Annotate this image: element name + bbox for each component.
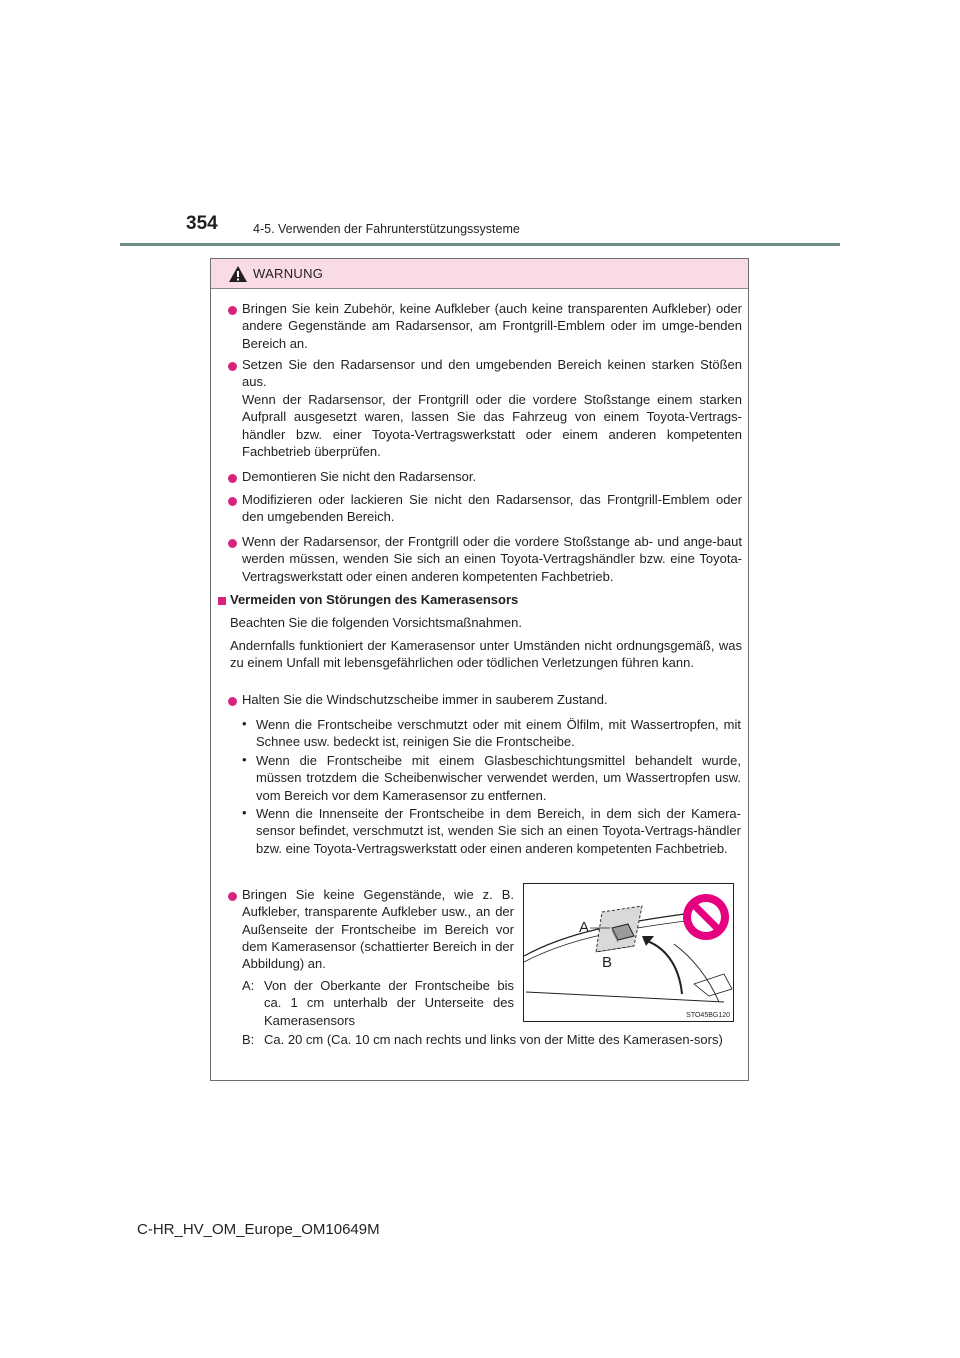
subsection-consequence: Andernfalls funktioniert der Kamerasensor unter Umständen nicht ordnungsgemäß, was zu einem Unfall mit lebensgefährlichen oder tödlichen Verletzungen führen kann. bbox=[230, 638, 742, 671]
bullet-icon bbox=[228, 474, 237, 483]
section-title: 4-5. Verwenden der Fahrunterstützungssysteme bbox=[253, 222, 520, 236]
bullet-icon bbox=[228, 697, 237, 706]
page-number: 354 bbox=[186, 213, 218, 234]
windshield-drawing bbox=[524, 884, 733, 1021]
item-a-text: Von der Oberkante der Frontscheibe bis ca. 1 cm unterhalb der Unterseite des Kamerasensors bbox=[264, 978, 514, 1028]
subsection-title: Vermeiden von Störungen des Kamerasensors bbox=[230, 592, 519, 607]
item-a-label: A: bbox=[242, 978, 255, 993]
warning-bullet: Modifizieren oder lackieren Sie nicht den Radarsensor, das Frontgrill-Emblem oder den umgebenden Bereich. bbox=[242, 492, 742, 525]
section-square-icon bbox=[218, 597, 226, 605]
bullet-icon bbox=[228, 306, 237, 315]
figure-label-a: A bbox=[579, 919, 590, 936]
dash-item: Wenn die Frontscheibe mit einem Glasbeschichtungsmittel behandelt wurde, müssen trotzdem die Scheibenwischer verwendet werden, um Wassertropfen usw. vom Bereich vor dem Kamerasensor zu entfernen. bbox=[256, 753, 741, 803]
warning-bullet: Setzen Sie den Radarsensor und den umgebenden Bereich keinen starken Stößen aus. bbox=[242, 357, 742, 390]
figure-code: STO45BG120 bbox=[686, 1012, 730, 1019]
bullet-no-stickers: Bringen Sie keine Gegenstände, wie z. B. Aufkleber, transparente Aufkleber usw., an der Außenseite der Frontscheibe im Bereich vor dem Kamerasensor (schattierter Bereich in der Abbildung) an. bbox=[242, 887, 514, 972]
warning-bullet: Bringen Sie kein Zubehör, keine Aufkleber (auch keine transparenten Aufkleber) oder andere Gegenstände am Radarsensor, am Frontgrill-Emblem oder im umge-benden Bereich an. bbox=[242, 301, 742, 351]
warning-bullet: Demontieren Sie nicht den Radarsensor. bbox=[242, 469, 477, 484]
subsection-intro: Beachten Sie die folgenden Vorsichtsmaßnahmen. bbox=[230, 615, 522, 630]
bullet-icon bbox=[228, 539, 237, 548]
warning-header bbox=[211, 259, 748, 289]
windshield-illustration bbox=[523, 883, 734, 1022]
dash-marker: • bbox=[242, 716, 247, 731]
figure-label-b: B bbox=[602, 954, 613, 971]
warning-bullet: Wenn der Radarsensor, der Frontgrill oder die vordere Stoßstange ab- und ange-baut werden müssen, wenden Sie sich an einen Toyota-Vertragshändler bzw. eine Toyota-Vertragswerkstatt oder einen anderen kompetenten Fachbetrieb. bbox=[242, 534, 742, 584]
dash-item: Wenn die Innenseite der Frontscheibe in dem Bereich, in dem sich der Kamera-sensor befindet, verschmutzt ist, wenden Sie sich an einen Toyota-Vertrags-händler bzw. eine Toyota-Vertragswerkstatt oder einen anderen kompetenten Fachbetrieb. bbox=[256, 806, 741, 856]
item-b-text: Ca. 20 cm (Ca. 10 cm nach rechts und links von der Mitte des Kamerasen-sors) bbox=[264, 1032, 723, 1047]
footer-doc-id: C-HR_HV_OM_Europe_OM10649M bbox=[137, 1221, 380, 1238]
header-rule bbox=[120, 243, 840, 246]
warning-triangle-icon bbox=[228, 265, 248, 283]
bullet-clean-windshield: Halten Sie die Windschutzscheibe immer in sauberem Zustand. bbox=[242, 692, 608, 707]
bullet-icon bbox=[228, 892, 237, 901]
warning-title: WARNUNG bbox=[253, 266, 324, 281]
dash-marker: • bbox=[242, 752, 247, 767]
bullet-icon bbox=[228, 497, 237, 506]
dash-marker: • bbox=[242, 805, 247, 820]
warning-bullet-continuation: Wenn der Radarsensor, der Frontgrill oder die vordere Stoßstange einem starken Aufprall ausgesetzt waren, lassen Sie das Fahrzeug von einem Toyota-Vertrags-händler bzw. einer Toyota-Vertragswerkstatt oder einem anderen kompetenten Fachbetrieb überprüfen. bbox=[242, 392, 742, 459]
dash-item: Wenn die Frontscheibe verschmutzt oder mit einem Ölfilm, mit Wassertropfen, mit Schnee usw. bedeckt ist, reinigen Sie die Frontscheibe. bbox=[256, 717, 741, 750]
bullet-icon bbox=[228, 362, 237, 371]
item-b-label: B: bbox=[242, 1032, 255, 1047]
